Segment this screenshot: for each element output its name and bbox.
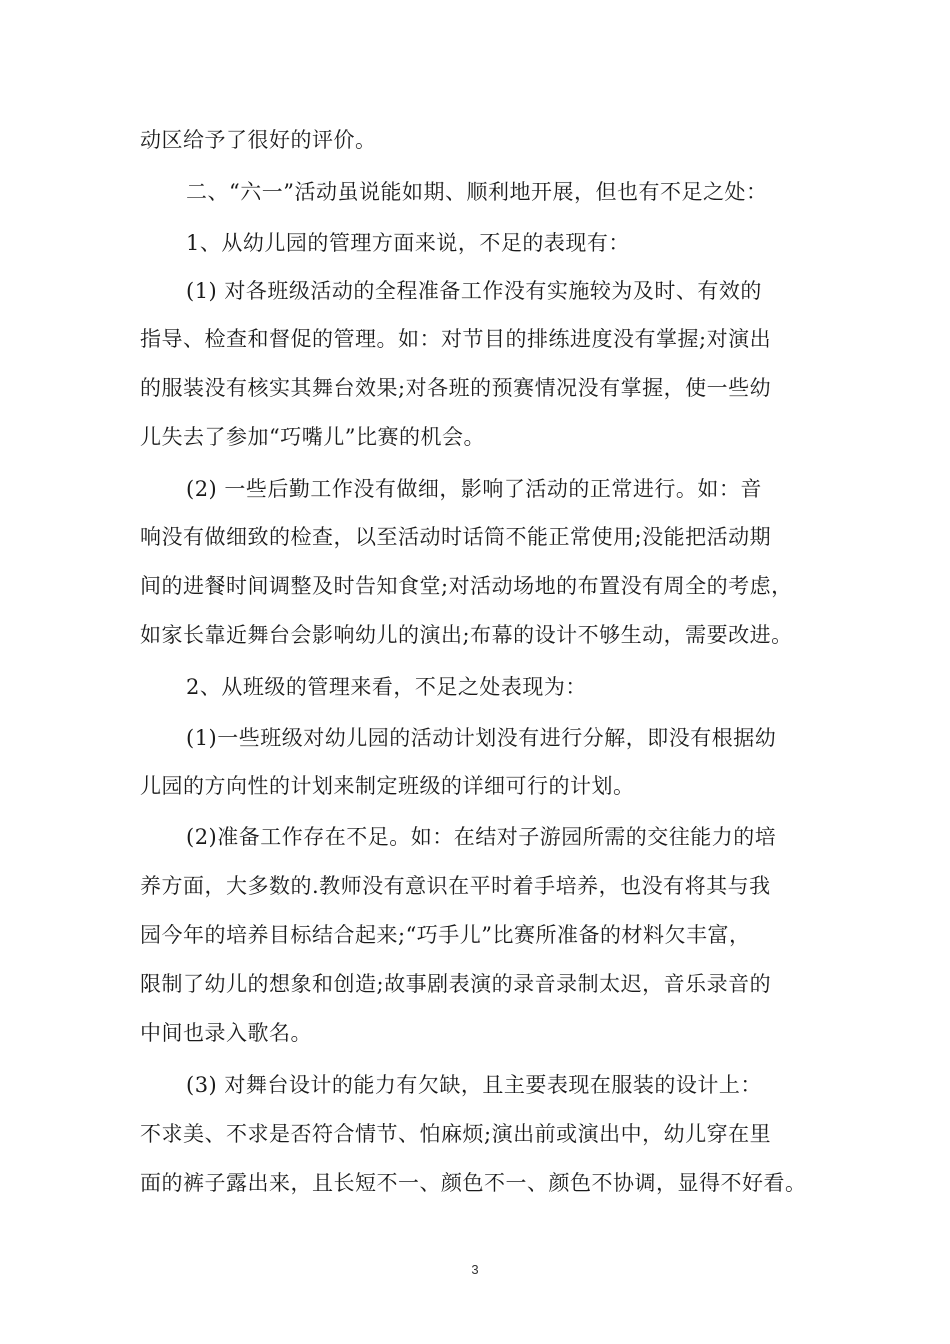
body-text-line: 儿失去了参加“巧嘴儿”比赛的机会。 xyxy=(140,425,485,449)
body-text-line: (1)一些班级对幼儿园的活动计划没有进行分解，即没有根据幼 xyxy=(186,726,777,750)
body-text-line: 限制了幼儿的想象和创造;故事剧表演的录音录制太迟，音乐录音的 xyxy=(140,972,772,996)
body-text-line: 园今年的培养目标结合起来;“巧手儿”比赛所准备的材料欠丰富， xyxy=(140,923,751,947)
body-text-line: 响没有做细致的检查，以至活动时话筒不能正常使用;没能把活动期 xyxy=(140,525,772,549)
body-text-line: (1) 对各班级活动的全程准备工作没有实施较为及时、有效的 xyxy=(186,279,762,303)
subsection-heading: 1、从幼儿园的管理方面来说，不足的表现有： xyxy=(186,231,630,255)
body-text-line: (3) 对舞台设计的能力有欠缺，且主要表现在服装的设计上： xyxy=(186,1073,762,1097)
body-text-line: 指导、检查和督促的管理。如：对节目的排练进度没有掌握;对演出 xyxy=(140,327,772,351)
body-text-line: 养方面，大多数的.教师没有意识在平时着手培养，也没有将其与我 xyxy=(140,874,771,898)
body-text-line: 的服装没有核实其舞台效果;对各班的预赛情况没有掌握，使一些幼 xyxy=(140,376,772,400)
body-text-line: 面的裤子露出来，且长短不一、颜色不一、颜色不协调，显得不好看。 xyxy=(140,1171,807,1195)
section-heading: 二、“六一”活动虽说能如期、顺利地开展，但也有不足之处： xyxy=(186,180,768,204)
body-text-line: 如家长靠近舞台会影响幼儿的演出;布幕的设计不够生动，需要改进。 xyxy=(140,623,793,647)
subsection-heading: 2、从班级的管理来看，不足之处表现为： xyxy=(186,675,587,699)
body-text-line: (2)准备工作存在不足。如：在结对子游园所需的交往能力的培 xyxy=(186,825,777,849)
body-text-line: 儿园的方向性的计划来制定班级的详细可行的计划。 xyxy=(140,774,635,798)
body-text-line: 中间也录入歌名。 xyxy=(140,1021,312,1045)
body-text-line: 间的进餐时间调整及时告知食堂;对活动场地的布置没有周全的考虑， xyxy=(140,574,793,598)
body-text-line: (2) 一些后勤工作没有做细，影响了活动的正常进行。如：音 xyxy=(186,477,762,501)
body-text-line: 动区给予了很好的评价。 xyxy=(140,128,377,152)
page-number: 3 xyxy=(471,1262,479,1277)
body-text-line: 不求美、不求是否符合情节、怕麻烦;演出前或演出中，幼儿穿在里 xyxy=(140,1122,772,1146)
